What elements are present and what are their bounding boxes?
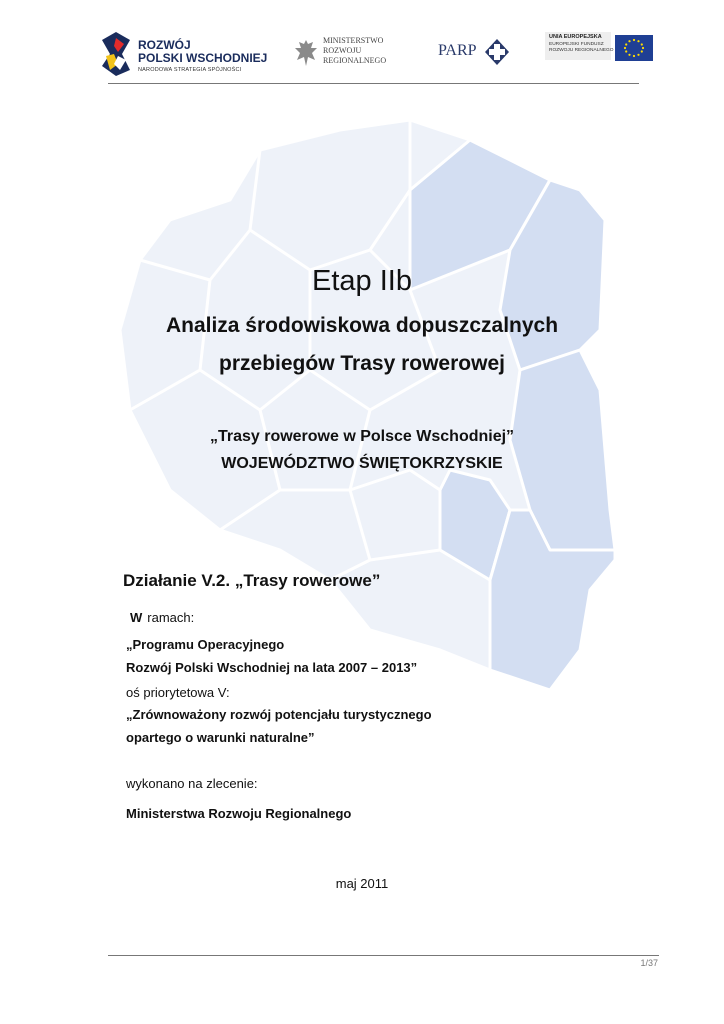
commissioner-name: Ministerstwa Rozwoju Regionalnego [126,806,352,821]
axis-line1: „Zrównoważony rozwój potencjału turystycznego [126,707,432,722]
rpw-line1: ROZWÓJ [138,38,191,52]
within-label [130,610,194,625]
program-line1: „Programu Operacyjnego [126,637,285,652]
rpw-line2: POLSKI WSCHODNIEJ [138,51,268,65]
action-heading: Działanie V.2. „Trasy rowerowe” [123,571,381,590]
logo-rozwoj-polski-wschodniej [100,30,270,80]
document-subtitle-line1: Analiza środowiskowa dopuszczalnych [165,314,559,337]
axis-label: oś priorytetowa V: [126,685,230,700]
logo-parp [438,36,518,70]
program-line2: Rozwój Polski Wschodniej na lata 2007 – 2013” [126,660,418,675]
parp-text: PARP [438,42,477,59]
logo-unia-europejska [545,32,653,62]
mrr-line1: MINISTERSTWO [323,36,384,45]
star-logo-icon [100,30,132,78]
document-date: maj 2011 [335,876,389,891]
footer-divider [108,955,659,956]
project-name: „Trasy rowerowe w Polsce Wschodniej” [209,428,515,445]
document-subtitle-line2: przebiegów Trasy rowerowej [219,352,505,375]
header-divider [108,83,639,84]
mrr-line3: REGIONALNEGO [323,56,387,65]
voivodeship-name: WOJEWÓDZTWO ŚWIĘTOKRZYSKIE [221,455,503,472]
ue-line1: UNIA EUROPEJSKA [549,34,602,40]
mrr-line2: ROZWOJU [323,46,362,55]
within-bold: W [130,610,143,625]
eu-flag-icon [615,35,653,61]
ue-line2: EUROPEJSKI FUNDUSZ [549,42,604,47]
axis-line2: opartego o warunki naturalne” [126,730,315,745]
logo-ministerstwo [293,36,413,76]
parp-cross-icon [484,38,510,66]
within-rest: ramach: [147,610,195,625]
page-number: 1/37 [640,958,658,968]
commissioned-label: wykonano na zlecenie: [126,776,258,791]
ue-line3: ROZWOJU REGIONALNEGO [549,48,614,53]
eagle-emblem-icon [293,38,319,68]
document-title: Etap IIb [312,265,412,297]
rpw-line3: NARODOWA STRATEGIA SPÓJNOŚCI [138,67,242,73]
